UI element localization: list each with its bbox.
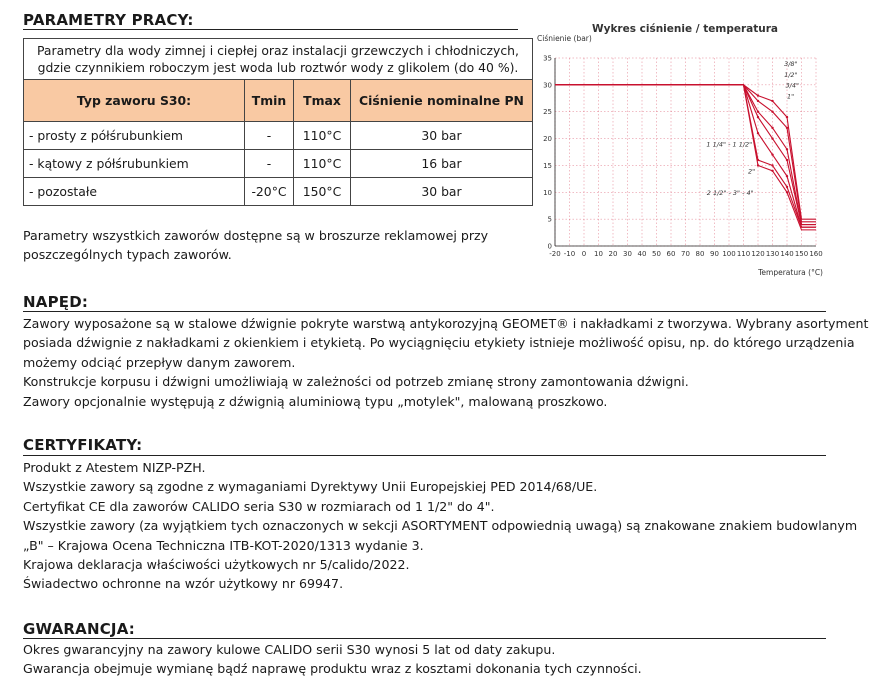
x-tick-label: 110 (736, 250, 751, 258)
y-tick-label: 35 (543, 54, 552, 63)
table-header-row (24, 80, 533, 122)
note-line: Parametry wszystkich zaworów dostępne są w broszurze reklamowej przy (23, 228, 489, 243)
heading-rule (23, 29, 518, 30)
chart-ylabel: Ciśnienie (bar) (537, 34, 592, 43)
text-line: „B" – Krajowa Ocena Techniczna ITB-KOT-2020/1313 wydanie 3. (23, 537, 424, 553)
cell-tmin: - (245, 150, 294, 178)
y-tick-label: 15 (543, 161, 552, 170)
series-point (786, 159, 788, 161)
chart-title: Wykres ciśnienie / temperatura (592, 23, 778, 35)
series-point (757, 132, 759, 134)
series-label: 2 1/2" - 3" - 4" (706, 188, 754, 197)
x-tick-label: 30 (623, 250, 632, 258)
series-point (771, 111, 773, 113)
series-point (757, 94, 759, 96)
cell-tmax: 110°C (294, 122, 351, 150)
x-tick-label: 120 (751, 250, 765, 258)
series-label: 2" (747, 167, 756, 176)
x-tick-label: 140 (780, 250, 794, 258)
text-line: Krajowa deklaracja właściwości użytkowych nr 5/calido/2022. (23, 557, 410, 573)
x-tick-label: -10 (563, 250, 576, 258)
heading-rule (23, 311, 826, 312)
x-tick-label: 40 (637, 250, 647, 258)
cell-type: - pozostałe (24, 178, 245, 206)
series-point (771, 137, 773, 139)
cell-type: - kątowy z półśrubunkiem (24, 150, 245, 178)
series-point (757, 111, 759, 113)
table-row (24, 178, 533, 206)
table-row (24, 122, 533, 150)
series-point (786, 127, 788, 129)
cell-type: - prosty z półśrubunkiem (24, 122, 245, 150)
text-line: Zawory wyposażone są w stalowe dźwignie pokryte warstwą antykorozyjną GEOMET® i nakładkami z tworzywa. Wybrany asortyment (23, 316, 869, 331)
section-heading-naped: NAPĘD: (23, 293, 89, 311)
parameters-table (23, 38, 533, 206)
text-line: Wszystkie zawory (za wyjątkiem tych oznaczonych w sekcji ASORTYMENT odpowiednią uwagą) są znakowane znakiem budowlanym (23, 518, 858, 534)
y-tick-label: 5 (547, 215, 552, 224)
text-line: Wszystkie zawory są zgodne z wymaganiami Dyrektywy Unii Europejskiej PED 2014/68/UE. (23, 479, 598, 495)
x-tick-label: 60 (666, 250, 676, 258)
x-tick-label: 70 (681, 250, 690, 258)
x-tick-label: 0 (581, 250, 587, 258)
pressure-temperature-chart (535, 18, 835, 283)
series-point (757, 164, 759, 166)
series-point (771, 170, 773, 172)
gwarancja-text (23, 640, 642, 679)
params-note (23, 226, 488, 265)
x-tick-label: 90 (710, 250, 719, 258)
chart-xlabel: Temperatura (°C) (758, 268, 823, 277)
series-label: 1" (787, 92, 795, 101)
text-line: Produkt z Atestem NIZP-PZH. (23, 460, 206, 475)
cell-pn: 16 bar (351, 150, 533, 178)
x-tick-label: 130 (765, 250, 780, 258)
text-line: posiada dźwignie z nakładkami z okienkiem i etykietą. Po wyciągnięciu etykiety istnieje możliwość opisu, np. do którego urządzenia (23, 335, 855, 351)
series-point (786, 116, 788, 118)
series-point (786, 148, 788, 150)
x-tick-label: 100 (722, 250, 736, 258)
table-row (24, 150, 533, 178)
table-intro-line: gdzie czynnikiem roboczym jest woda lub roztwór wody z glikolem (do 40 %). (37, 60, 519, 75)
text-line: Zawory opcjonalnie występują z dźwignią aluminiową typu „motylek", malowaną proszkowo. (23, 393, 608, 409)
y-tick-label: 30 (543, 81, 552, 90)
text-line: Świadectwo ochronne na wzór użytkowy nr 69947. (23, 576, 344, 592)
cell-tmin: -20°C (245, 178, 294, 206)
text-line: Okres gwarancyjny na zawory kulowe CALIDO serii S30 wynosi 5 lat od daty zakupu. (23, 642, 556, 657)
x-tick-label: 20 (608, 250, 618, 258)
certyfikaty-text (23, 458, 857, 594)
section-heading-gwarancja: GWARANCJA: (23, 620, 135, 638)
column-header-tmin: Tmin (245, 80, 294, 122)
x-tick-label: -20 (549, 250, 561, 258)
cell-pn: 30 bar (351, 178, 533, 206)
series-point (786, 175, 788, 177)
series-point (786, 186, 788, 188)
text-line: Gwarancja obejmuje wymianę bądź naprawę produktu wraz z kosztami dokonania tych czynności. (23, 661, 642, 677)
naped-text (23, 314, 868, 411)
heading-rule (23, 455, 826, 456)
section-heading-parametry: PARAMETRY PRACY: (23, 11, 194, 29)
cell-tmax: 110°C (294, 150, 351, 178)
x-tick-label: 150 (794, 250, 809, 258)
series-point (757, 100, 759, 102)
column-header-type: Typ zaworu S30: (24, 80, 245, 122)
cell-tmin: - (245, 122, 294, 150)
series-point (771, 164, 773, 166)
table-intro (24, 39, 533, 80)
text-line: Konstrukcje korpusu i dźwigni umożliwiają w zależności od potrzeb zmianę strony zamontowania dźwigni. (23, 374, 689, 390)
cell-tmax: 150°C (294, 178, 351, 206)
series-point (771, 100, 773, 102)
table-intro-line: Parametry dla wody zimnej i ciepłej oraz instalacji grzewczych i chłodniczych, (37, 43, 519, 58)
y-tick-label: 25 (543, 108, 552, 117)
x-tick-label: 160 (809, 250, 823, 258)
series-point (757, 116, 759, 118)
x-tick-label: 80 (695, 250, 705, 258)
section-heading-certyfikaty: CERTYFIKATY: (23, 436, 143, 454)
series-point (771, 127, 773, 129)
series-label: 1 1/4" - 1 1/2" (706, 140, 753, 149)
series-label: 1/2" (784, 70, 798, 79)
series-point (771, 153, 773, 155)
column-header-tmax: Tmax (294, 80, 351, 122)
cell-pn: 30 bar (351, 122, 533, 150)
x-tick-label: 10 (594, 250, 603, 258)
x-tick-label: 50 (652, 250, 661, 258)
text-line: możemy odciąć przepływ danym zaworem. (23, 354, 296, 370)
column-header-pn: Ciśnienie nominalne PN (351, 80, 533, 122)
heading-rule (23, 638, 826, 639)
y-tick-label: 20 (543, 135, 552, 144)
text-line: Certyfikat CE dla zaworów CALIDO seria S30 w rozmiarach od 1 1/2" do 4". (23, 498, 495, 514)
series-label: 3/4" (785, 81, 800, 90)
note-line: poszczególnych typach zaworów. (23, 247, 232, 263)
series-point (786, 191, 788, 193)
y-tick-label: 0 (547, 242, 552, 251)
series-label: 3/8" (784, 60, 798, 69)
y-tick-label: 10 (543, 188, 552, 197)
